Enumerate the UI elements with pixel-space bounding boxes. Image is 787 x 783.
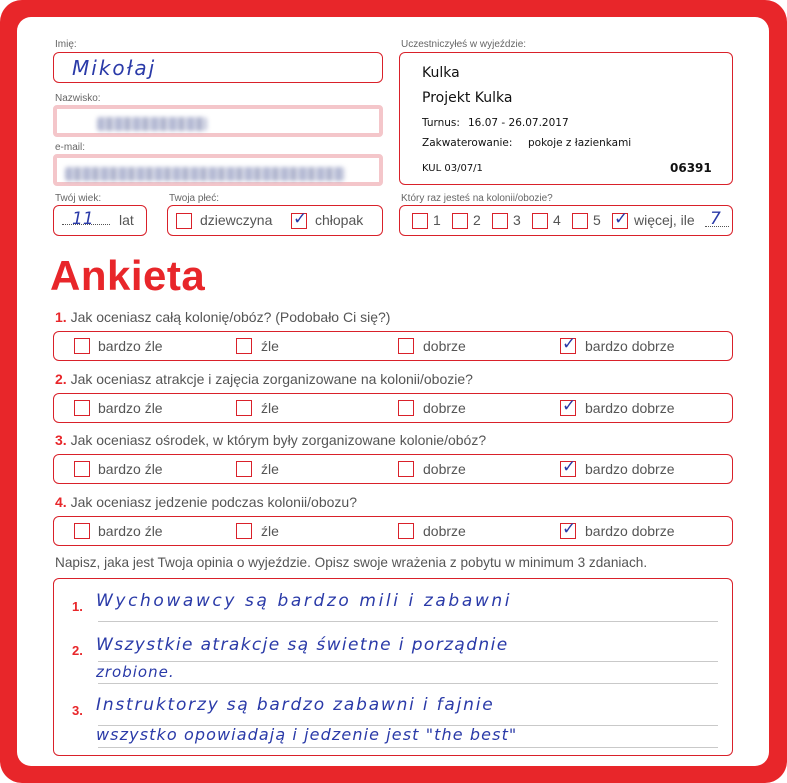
q1-option-good: dobrze: [423, 338, 466, 354]
opinion-line-2: Wszystkie atrakcje są świetne i porządnie: [96, 635, 509, 655]
opinion-box[interactable]: [53, 578, 733, 756]
check-mark-icon: ✓: [562, 334, 577, 354]
opinion-num-1: 1.: [72, 599, 83, 614]
stamp-brand: Kulka: [422, 65, 460, 81]
opinion-line-3-cont: wszystko opowiadają i jedzenie jest "the best": [96, 725, 518, 744]
q4-checkbox-very-bad[interactable]: [74, 523, 90, 539]
q1-checkbox-very-bad[interactable]: [74, 338, 90, 354]
times-option-1: 1: [433, 212, 441, 228]
question-1-text: 1. Jak oceniasz całą kolonię/obóz? (Podobało Ci się?): [55, 309, 391, 325]
opinion-line-3: Instruktorzy są bardzo zabawni i fajnie: [96, 695, 495, 715]
email-label: e-mail:: [55, 142, 86, 153]
q3-option-very-good: bardzo dobrze: [585, 461, 675, 477]
times-more-handwriting: 7: [710, 209, 721, 229]
gender-option-female: dziewczyna: [200, 212, 273, 228]
q1-option-very-good: bardzo dobrze: [585, 338, 675, 354]
question-4-text: 4. Jak oceniasz jedzenie podczas kolonii/obozu?: [55, 494, 357, 510]
opinion-rule: [98, 661, 718, 662]
name-label: Imię:: [55, 39, 77, 50]
times-checkbox-2[interactable]: [452, 213, 468, 229]
name-field[interactable]: [53, 52, 383, 83]
age-label: Twój wiek:: [55, 193, 102, 204]
survey-sheet: [17, 17, 769, 766]
check-mark-icon: ✓: [562, 396, 577, 416]
trip-stamp-box: [399, 52, 733, 185]
q3-option-good: dobrze: [423, 461, 466, 477]
q4-checkbox-bad[interactable]: [236, 523, 252, 539]
q1-checkbox-bad[interactable]: [236, 338, 252, 354]
check-mark-icon: ✓: [562, 457, 577, 477]
opinion-prompt: Napisz, jaka jest Twoja opinia o wyjeździe. Opisz swoje wrażenia z pobytu w minimum 3 zdaniach.: [55, 555, 648, 570]
q3-checkbox-very-bad[interactable]: [74, 461, 90, 477]
q1-option-very-bad: bardzo źle: [98, 338, 163, 354]
times-option-3: 3: [513, 212, 521, 228]
name-handwriting: Mikołaj: [72, 56, 157, 80]
surname-label: Nazwisko:: [55, 93, 101, 104]
q2-option-good: dobrze: [423, 400, 466, 416]
q2-checkbox-very-good[interactable]: [560, 396, 577, 416]
q3-checkbox-good[interactable]: [398, 461, 414, 477]
participant-label: Uczestniczyłeś w wyjeździe:: [401, 39, 527, 50]
question-4-options: [53, 516, 733, 546]
email-field[interactable]: [53, 154, 383, 186]
times-checkbox-3[interactable]: [492, 213, 508, 229]
times-checkbox-5[interactable]: [572, 213, 588, 229]
opinion-rule: [98, 683, 718, 684]
question-2-text: 2. Jak oceniasz atrakcje i zajęcia zorganizowane na kolonii/obozie?: [55, 371, 473, 387]
times-option-more: więcej, ile: [634, 212, 695, 228]
age-unit: lat: [119, 212, 134, 228]
q4-option-good: dobrze: [423, 523, 466, 539]
q4-checkbox-very-good[interactable]: [560, 519, 577, 539]
q1-option-bad: źle: [261, 338, 279, 354]
question-3-options: [53, 454, 733, 484]
check-mark-icon: ✓: [614, 209, 629, 229]
times-checkbox-4[interactable]: [532, 213, 548, 229]
stamp-accommodation-value: pokoje z łazienkami: [528, 137, 632, 149]
q4-option-bad: źle: [261, 523, 279, 539]
surname-redacted: [97, 117, 207, 131]
stamp-turnus-value: 16.07 - 26.07.2017: [468, 117, 569, 129]
opinion-num-2: 2.: [72, 643, 83, 658]
age-handwriting: 11: [72, 209, 94, 229]
check-mark-icon: ✓: [562, 519, 577, 539]
q2-checkbox-bad[interactable]: [236, 400, 252, 416]
age-field[interactable]: [53, 205, 147, 236]
q4-option-very-bad: bardzo źle: [98, 523, 163, 539]
opinion-line-1: Wychowawcy są bardzo mili i zabawni: [96, 591, 513, 611]
gender-checkbox-male[interactable]: [291, 209, 308, 229]
question-2-options: [53, 393, 733, 423]
opinion-rule: [98, 747, 718, 748]
times-option-4: 4: [553, 212, 561, 228]
opinion-num-3: 3.: [72, 703, 83, 718]
opinion-rule: [98, 621, 718, 622]
times-checkbox-1[interactable]: [412, 213, 428, 229]
q2-option-very-bad: bardzo źle: [98, 400, 163, 416]
q1-checkbox-good[interactable]: [398, 338, 414, 354]
times-checkbox-more[interactable]: [612, 209, 629, 229]
q2-checkbox-very-bad[interactable]: [74, 400, 90, 416]
surname-field[interactable]: [53, 105, 383, 137]
opinion-line-2-cont: zrobione.: [96, 663, 175, 681]
q3-option-bad: źle: [261, 461, 279, 477]
q3-checkbox-very-good[interactable]: [560, 457, 577, 477]
gender-label: Twoja płeć:: [169, 193, 220, 204]
q4-checkbox-good[interactable]: [398, 523, 414, 539]
q3-checkbox-bad[interactable]: [236, 461, 252, 477]
times-option-2: 2: [473, 212, 481, 228]
stamp-project: Projekt Kulka: [422, 90, 513, 106]
stamp-turnus-label: Turnus:: [422, 117, 460, 129]
stamp-number: 06391: [670, 161, 712, 175]
email-redacted: [65, 167, 345, 181]
q1-checkbox-very-good[interactable]: [560, 334, 577, 354]
gender-field: [167, 205, 383, 236]
q2-option-bad: źle: [261, 400, 279, 416]
gender-option-male: chłopak: [315, 212, 364, 228]
times-field: [399, 205, 733, 236]
times-label: Który raz jesteś na kolonii/obozie?: [401, 193, 553, 204]
q2-option-very-good: bardzo dobrze: [585, 400, 675, 416]
q4-option-very-good: bardzo dobrze: [585, 523, 675, 539]
q3-option-very-bad: bardzo źle: [98, 461, 163, 477]
q2-checkbox-good[interactable]: [398, 400, 414, 416]
gender-checkbox-female[interactable]: [176, 213, 192, 229]
check-mark-icon: ✓: [293, 209, 308, 229]
question-3-text: 3. Jak oceniasz ośrodek, w którym były zorganizowane kolonie/obóz?: [55, 432, 487, 448]
question-1-options: [53, 331, 733, 361]
stamp-accommodation-label: Zakwaterowanie:: [422, 137, 513, 149]
stamp-code: KUL 03/07/1: [422, 163, 483, 174]
times-option-5: 5: [593, 212, 601, 228]
survey-title: Ankieta: [50, 252, 206, 299]
